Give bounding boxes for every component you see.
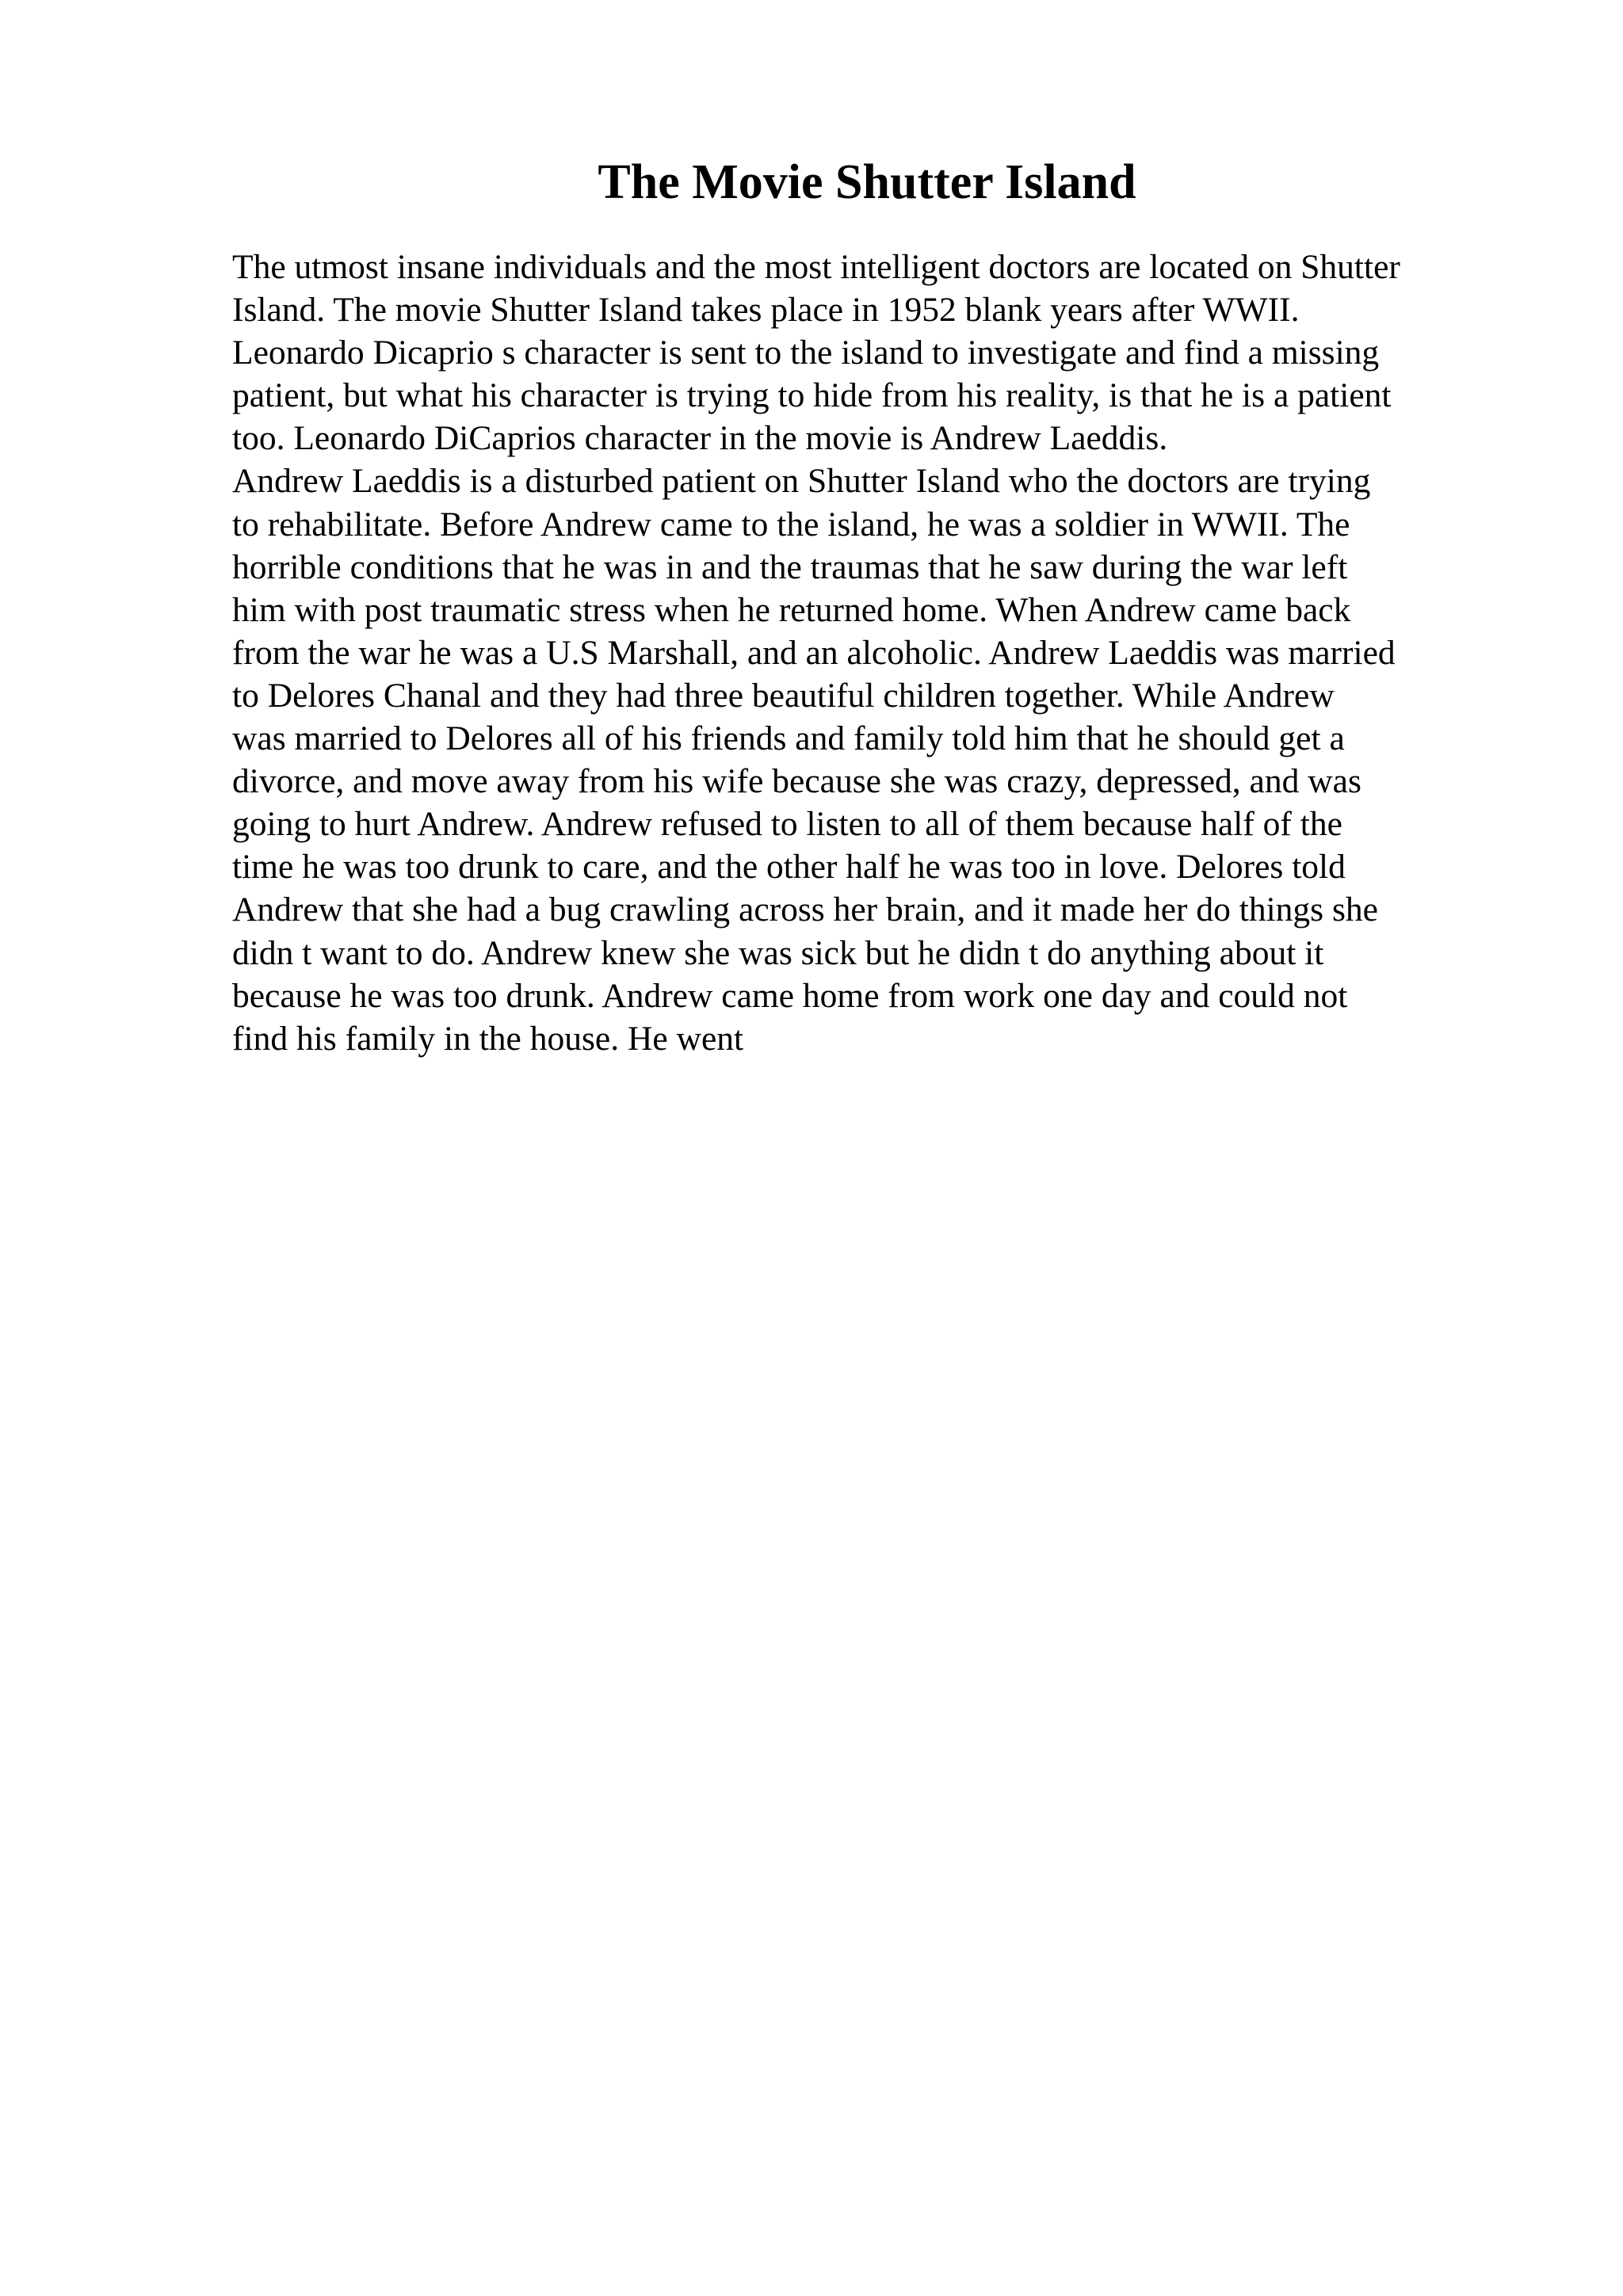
text-line: find his family in the house. He went (232, 1019, 744, 1058)
text-line: because he was too drunk. Andrew came home from work one day and could not (232, 976, 1348, 1015)
text-line: too. Leonardo DiCaprios character in the movie is Andrew Laeddis. (232, 419, 1168, 458)
text-line: was married to Delores all of his friends and family told him that he should get a (232, 719, 1345, 758)
text-line: The utmost insane individuals and the most intelligent doctors are located on Shutter (232, 248, 1400, 286)
text-line: patient, but what his character is trying to hide from his reality, is that he is a patient (232, 376, 1392, 415)
text-line: from the war he was a U.S Marshall, and an alcoholic. Andrew Laeddis was married (232, 633, 1396, 672)
text-line: to rehabilitate. Before Andrew came to the island, he was a soldier in WWII. The (232, 505, 1350, 543)
text-line: Andrew Laeddis is a disturbed patient on Shutter Island who the doctors are trying (232, 462, 1371, 501)
document-title: The Movie Shutter Island (598, 155, 1136, 209)
text-line: didn t want to do. Andrew knew she was sick but he didn t do anything about it (232, 933, 1324, 972)
text-line: time he was too drunk to care, and the other half he was too in love. Delores told (232, 848, 1346, 887)
text-line: horrible conditions that he was in and the traumas that he saw during the war left (232, 547, 1348, 586)
text-line: Island. The movie Shutter Island takes place in 1952 blank years after WWII. (232, 291, 1300, 330)
text-line: to Delores Chanal and they had three beautiful children together. While Andrew (232, 676, 1335, 715)
text-line: Leonardo Dicaprio s character is sent to the island to investigate and find a missing (232, 334, 1380, 372)
text-line: divorce, and move away from his wife because she was crazy, depressed, and was (232, 762, 1361, 801)
text-line: him with post traumatic stress when he returned home. When Andrew came back (232, 590, 1351, 629)
document-body (232, 246, 1500, 1060)
text-line: going to hurt Andrew. Andrew refused to listen to all of them because half of the (232, 805, 1342, 844)
text-line: Andrew that she had a bug crawling across her brain, and it made her do things she (232, 891, 1378, 929)
